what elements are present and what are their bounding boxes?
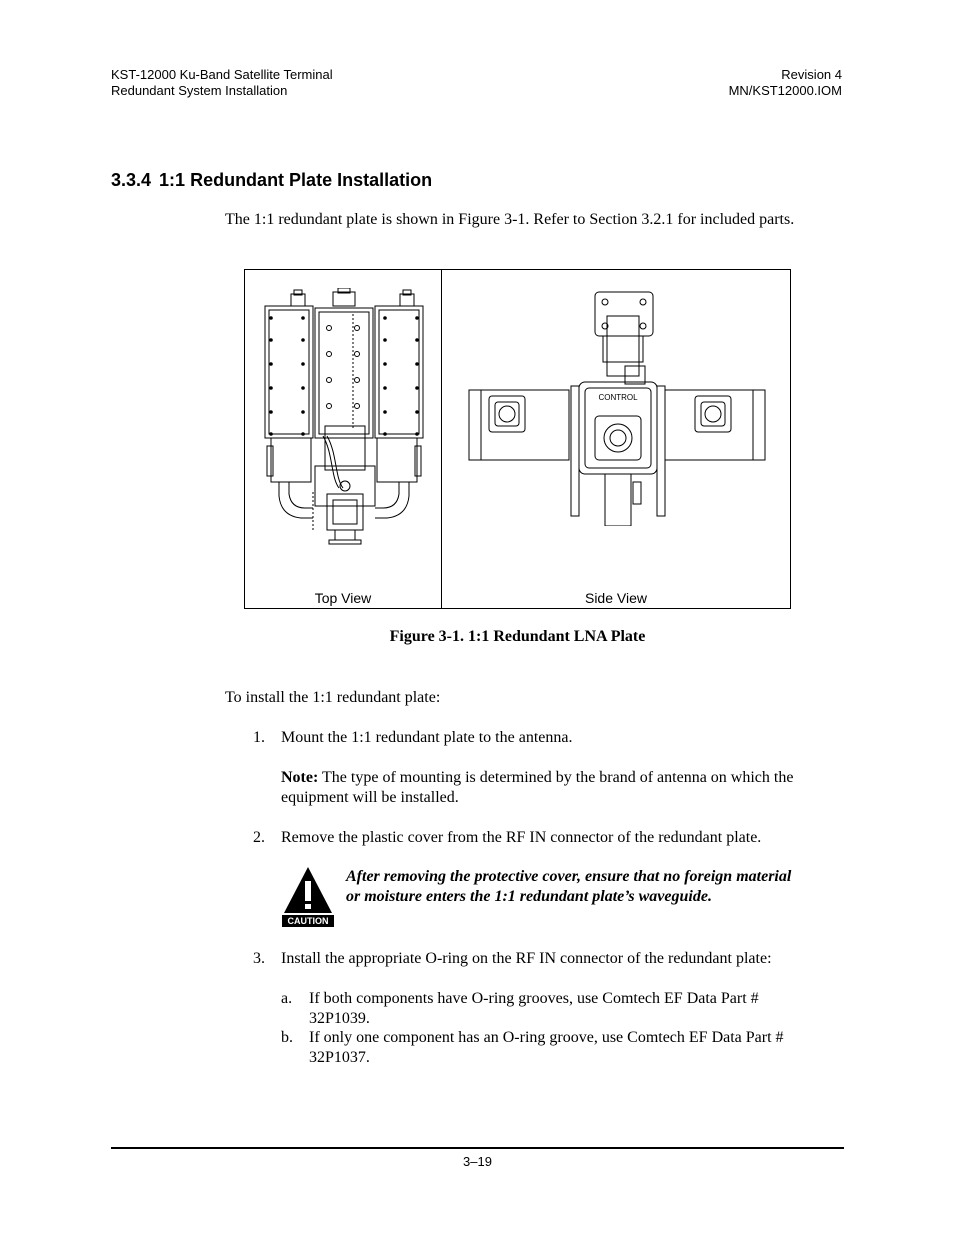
top-view-drawing bbox=[253, 288, 433, 553]
note-text-line1: The type of mounting is determined by the brand of antenna on which the bbox=[318, 769, 794, 786]
header-subtitle: Redundant System Installation bbox=[111, 83, 288, 98]
caution-text-line2: or moisture enters the 1:1 redundant plate’s waveguide. bbox=[346, 888, 712, 905]
footer-rule bbox=[111, 1147, 844, 1149]
header-doc-id: MN/KST12000.IOM bbox=[728, 83, 842, 98]
running-header-right bbox=[729, 67, 842, 99]
figure-caption: Figure 3-1. 1:1 Redundant LNA Plate bbox=[389, 628, 646, 645]
header-title: KST-12000 Ku-Band Satellite Terminal bbox=[111, 67, 333, 82]
step-1-text: Mount the 1:1 redundant plate to the antenna. bbox=[281, 729, 573, 746]
substep-b-line1: If only one component has an O-ring groove, use Comtech EF Data Part # bbox=[309, 1029, 784, 1046]
note-paragraph bbox=[281, 768, 846, 788]
header-revision: Revision 4 bbox=[781, 67, 842, 82]
step-3-text: Install the appropriate O-ring on the RF IN connector of the redundant plate: bbox=[281, 950, 772, 967]
side-view-drawing bbox=[467, 286, 767, 526]
note-label: Note: bbox=[281, 769, 319, 786]
page-number: 3–19 bbox=[463, 1154, 492, 1169]
running-header-left bbox=[111, 67, 333, 99]
note-text-line2: equipment will be installed. bbox=[281, 789, 459, 806]
caution-text-line1: After removing the protective cover, ensure that no foreign material bbox=[346, 868, 792, 885]
step-2-text: Remove the plastic cover from the RF IN connector of the redundant plate. bbox=[281, 829, 762, 846]
section-number: 3.3.4 bbox=[111, 170, 152, 190]
top-view-label: Top View bbox=[314, 590, 372, 606]
caution-badge-label: CAUTION bbox=[282, 915, 334, 927]
substep-b-letter: b. bbox=[281, 1029, 293, 1046]
section-heading bbox=[111, 170, 432, 191]
figure-divider bbox=[441, 270, 442, 608]
step-1-number: 1. bbox=[253, 729, 265, 746]
substep-a-letter: a. bbox=[281, 990, 293, 1007]
substep-a-line2: 32P1039. bbox=[309, 1010, 370, 1027]
section-title: 1:1 Redundant Plate Installation bbox=[159, 170, 433, 190]
substep-b-line2: 32P1037. bbox=[309, 1049, 370, 1066]
step-2-number: 2. bbox=[253, 829, 265, 846]
install-intro: To install the 1:1 redundant plate: bbox=[225, 689, 441, 706]
step-3-number: 3. bbox=[253, 950, 265, 967]
caution-warning-icon bbox=[282, 865, 334, 927]
intro-paragraph: The 1:1 redundant plate is shown in Figure 3-1. Refer to Section 3.2.1 for included parts. bbox=[225, 211, 795, 228]
control-label: CONTROL bbox=[598, 393, 638, 402]
figure-3-1 bbox=[244, 269, 791, 609]
side-view-label: Side View bbox=[584, 590, 647, 606]
substep-a-line1: If both components have O-ring grooves, use Comtech EF Data Part # bbox=[309, 990, 759, 1007]
